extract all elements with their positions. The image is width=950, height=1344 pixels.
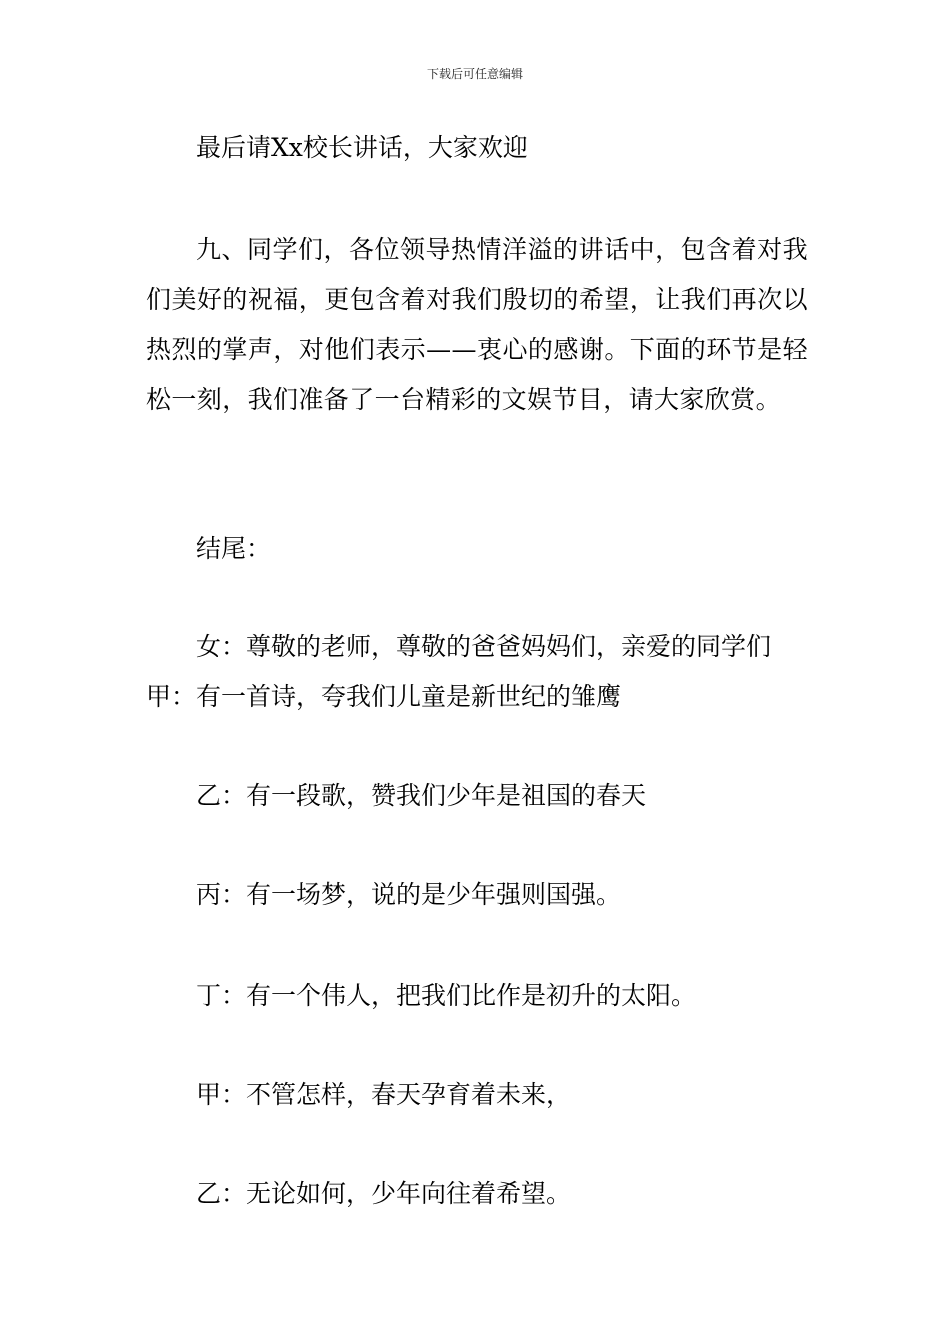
dialogue-line-jia-2: 甲：不管怎样，春天孕育着未来， [196,1080,572,1109]
dialogue-line-jia-1: 甲：有一首诗，夸我们儿童是新世纪的雏鹰 [146,682,622,711]
closing-speech-line: 最后请Xx校长讲话，大家欢迎 [196,133,528,162]
dialogue-line-yi-1: 乙：有一段歌，赞我们少年是祖国的春天 [196,781,647,810]
page-header-note: 下载后可任意编辑 [426,67,523,81]
dialogue-line-ding: 丁：有一个伟人，把我们比作是初升的太阳。 [196,981,697,1010]
ending-heading: 结尾： [196,534,272,563]
paragraph-nine: 九、同学们，各位领导热情洋溢的讲话中，包含着对我们美好的祝福，更包含着对我们殷切的希望，让我们再次以热烈的掌声，对他们表示——衷心的感谢。下面的环节是轻松一刻，我们准备了一台精彩的文娱节目，请大家欣赏。 [146,235,808,414]
dialogue-line-female: 女：尊敬的老师，尊敬的爸爸妈妈们，亲爱的同学们 [196,632,772,661]
dialogue-line-bing: 丙：有一场梦，说的是少年强则国强。 [196,880,622,909]
dialogue-line-yi-2: 乙：无论如何，少年向往着希望。 [196,1179,572,1208]
